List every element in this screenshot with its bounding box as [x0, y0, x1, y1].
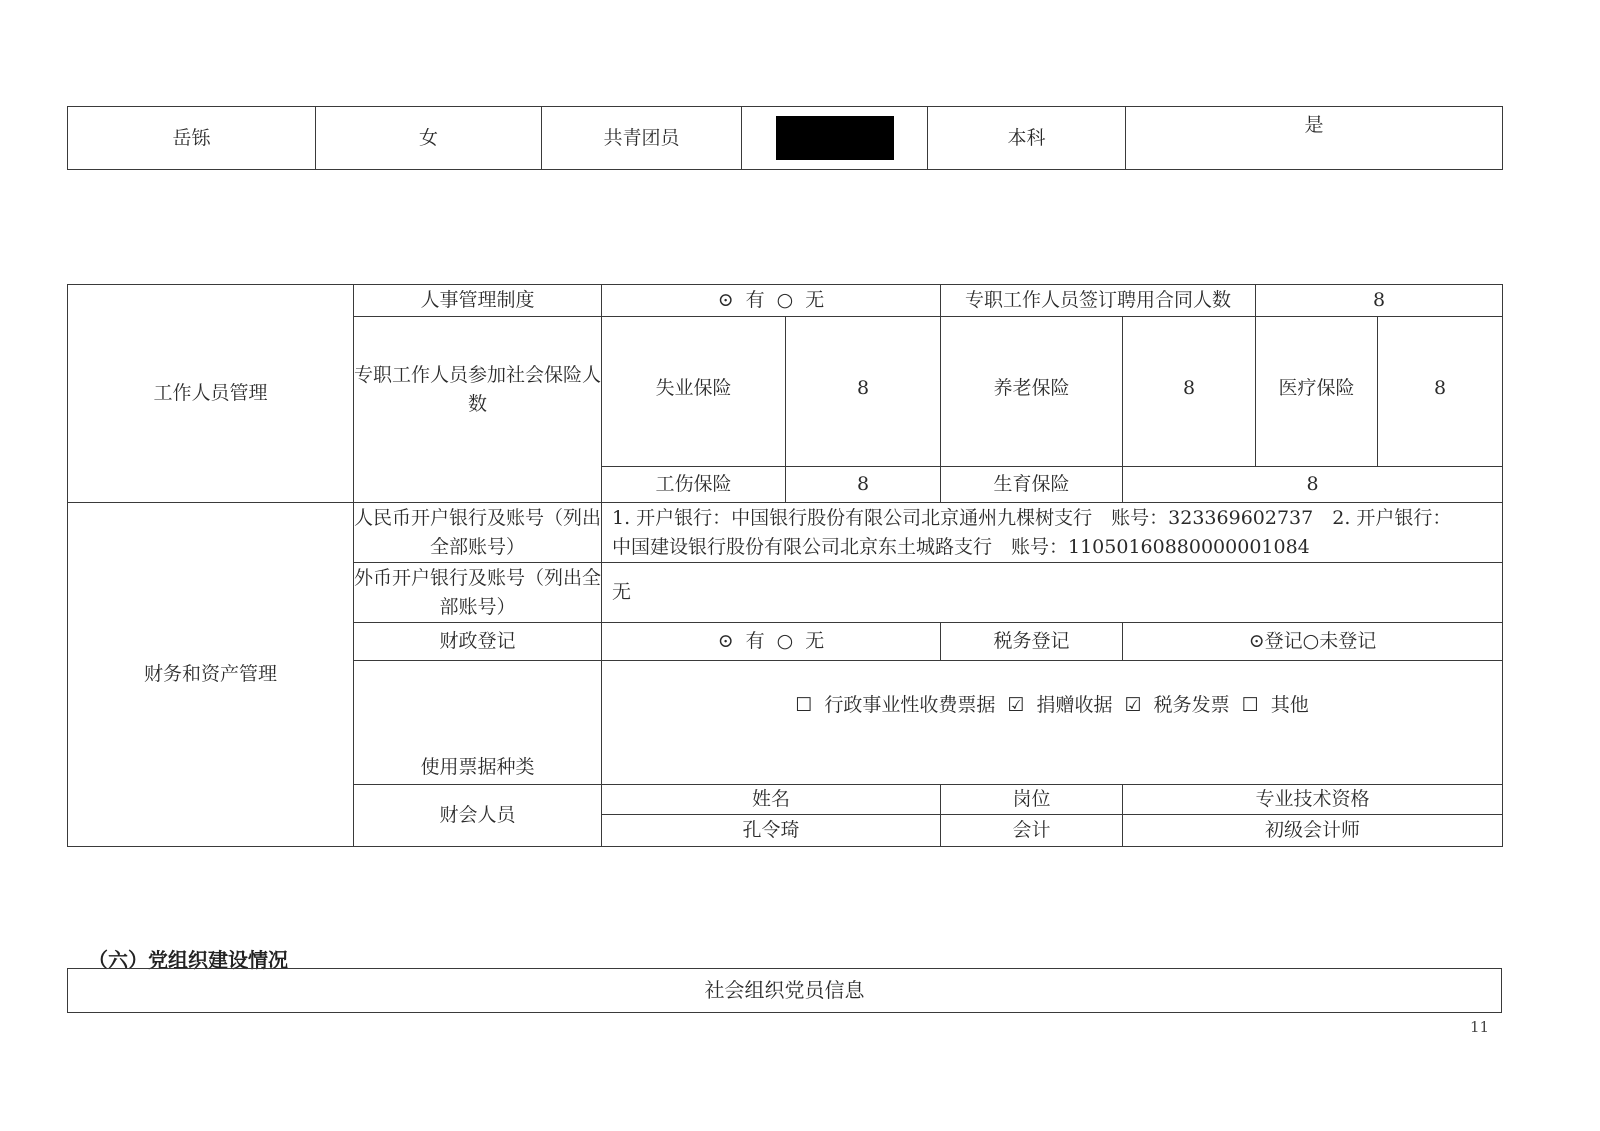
medical-value: 8: [1378, 317, 1503, 467]
person-name: 岳铄: [68, 107, 316, 170]
accountant-post: 会计: [941, 815, 1123, 847]
fx-account-value: 无: [602, 563, 1503, 623]
finance-section-label: 财务和资产管理: [68, 503, 354, 847]
management-table: [67, 284, 1503, 847]
accountant-qualification: 初级会计师: [1123, 815, 1503, 847]
receipt-type-label: 使用票据种类: [354, 661, 602, 785]
insurance-label: 专职工作人员参加社会保险人数: [354, 317, 602, 503]
person-political-status: 共青团员: [542, 107, 742, 170]
page-number: 11: [1470, 1018, 1490, 1036]
contract-label: 专职工作人员签订聘用合同人数: [941, 285, 1256, 317]
maternity-value: 8: [1123, 467, 1503, 503]
fx-account-label: 外币开户银行及账号（列出全部账号）: [354, 563, 602, 623]
fiscal-registration-label: 财政登记: [354, 623, 602, 661]
rmb-account-line-1: 1. 开户银行：中国银行股份有限公司北京通州九棵树支行 账号：323369602737 2. 开户银行：: [612, 506, 1452, 529]
accountant-col-qualification: 专业技术资格: [1123, 785, 1503, 815]
rmb-account-label: 人民币开户银行及账号（列出全部账号）: [354, 503, 602, 563]
hr-system-label: 人事管理制度: [354, 285, 602, 317]
pension-label: 养老保险: [941, 317, 1123, 467]
injury-value: 8: [786, 467, 941, 503]
party-table-title: 社会组织党员信息: [68, 969, 1502, 1013]
redaction-block: [776, 116, 894, 160]
staff-section-label: 工作人员管理: [68, 285, 354, 503]
tax-registration-label: 税务登记: [941, 623, 1123, 661]
accountant-col-post: 岗位: [941, 785, 1123, 815]
person-flag: 是: [1126, 107, 1503, 170]
medical-label: 医疗保险: [1256, 317, 1378, 467]
pension-value: 8: [1123, 317, 1256, 467]
accountant-col-name: 姓名: [602, 785, 941, 815]
receipt-type-options: ☐ 行政事业性收费票据 ☑ 捐赠收据 ☑ 税务发票 ☐ 其他: [602, 661, 1503, 785]
maternity-label: 生育保险: [941, 467, 1123, 503]
rmb-account-value: [602, 503, 1503, 563]
unemployment-value: 8: [786, 317, 941, 467]
contract-count: 8: [1256, 285, 1503, 317]
party-member-table: [67, 968, 1502, 1013]
accountant-name: 孔令琦: [602, 815, 941, 847]
section-heading: （六）党组织建设情况: [88, 948, 288, 972]
injury-label: 工伤保险: [602, 467, 786, 503]
table-row: [68, 107, 1503, 170]
hr-system-value: ⊙ 有 ○ 无: [602, 285, 941, 317]
fiscal-registration-value: ⊙ 有 ○ 无: [602, 623, 941, 661]
redacted-cell: [742, 107, 928, 170]
person-education: 本科: [928, 107, 1126, 170]
unemployment-label: 失业保险: [602, 317, 786, 467]
accountant-label: 财会人员: [354, 785, 602, 847]
rmb-account-line-2: 中国建设银行股份有限公司北京东土城路支行 账号：11050160880000001084: [612, 535, 1310, 558]
person-row-table: [67, 106, 1503, 170]
person-gender: 女: [316, 107, 542, 170]
tax-registration-value: ⊙登记○未登记: [1123, 623, 1503, 661]
